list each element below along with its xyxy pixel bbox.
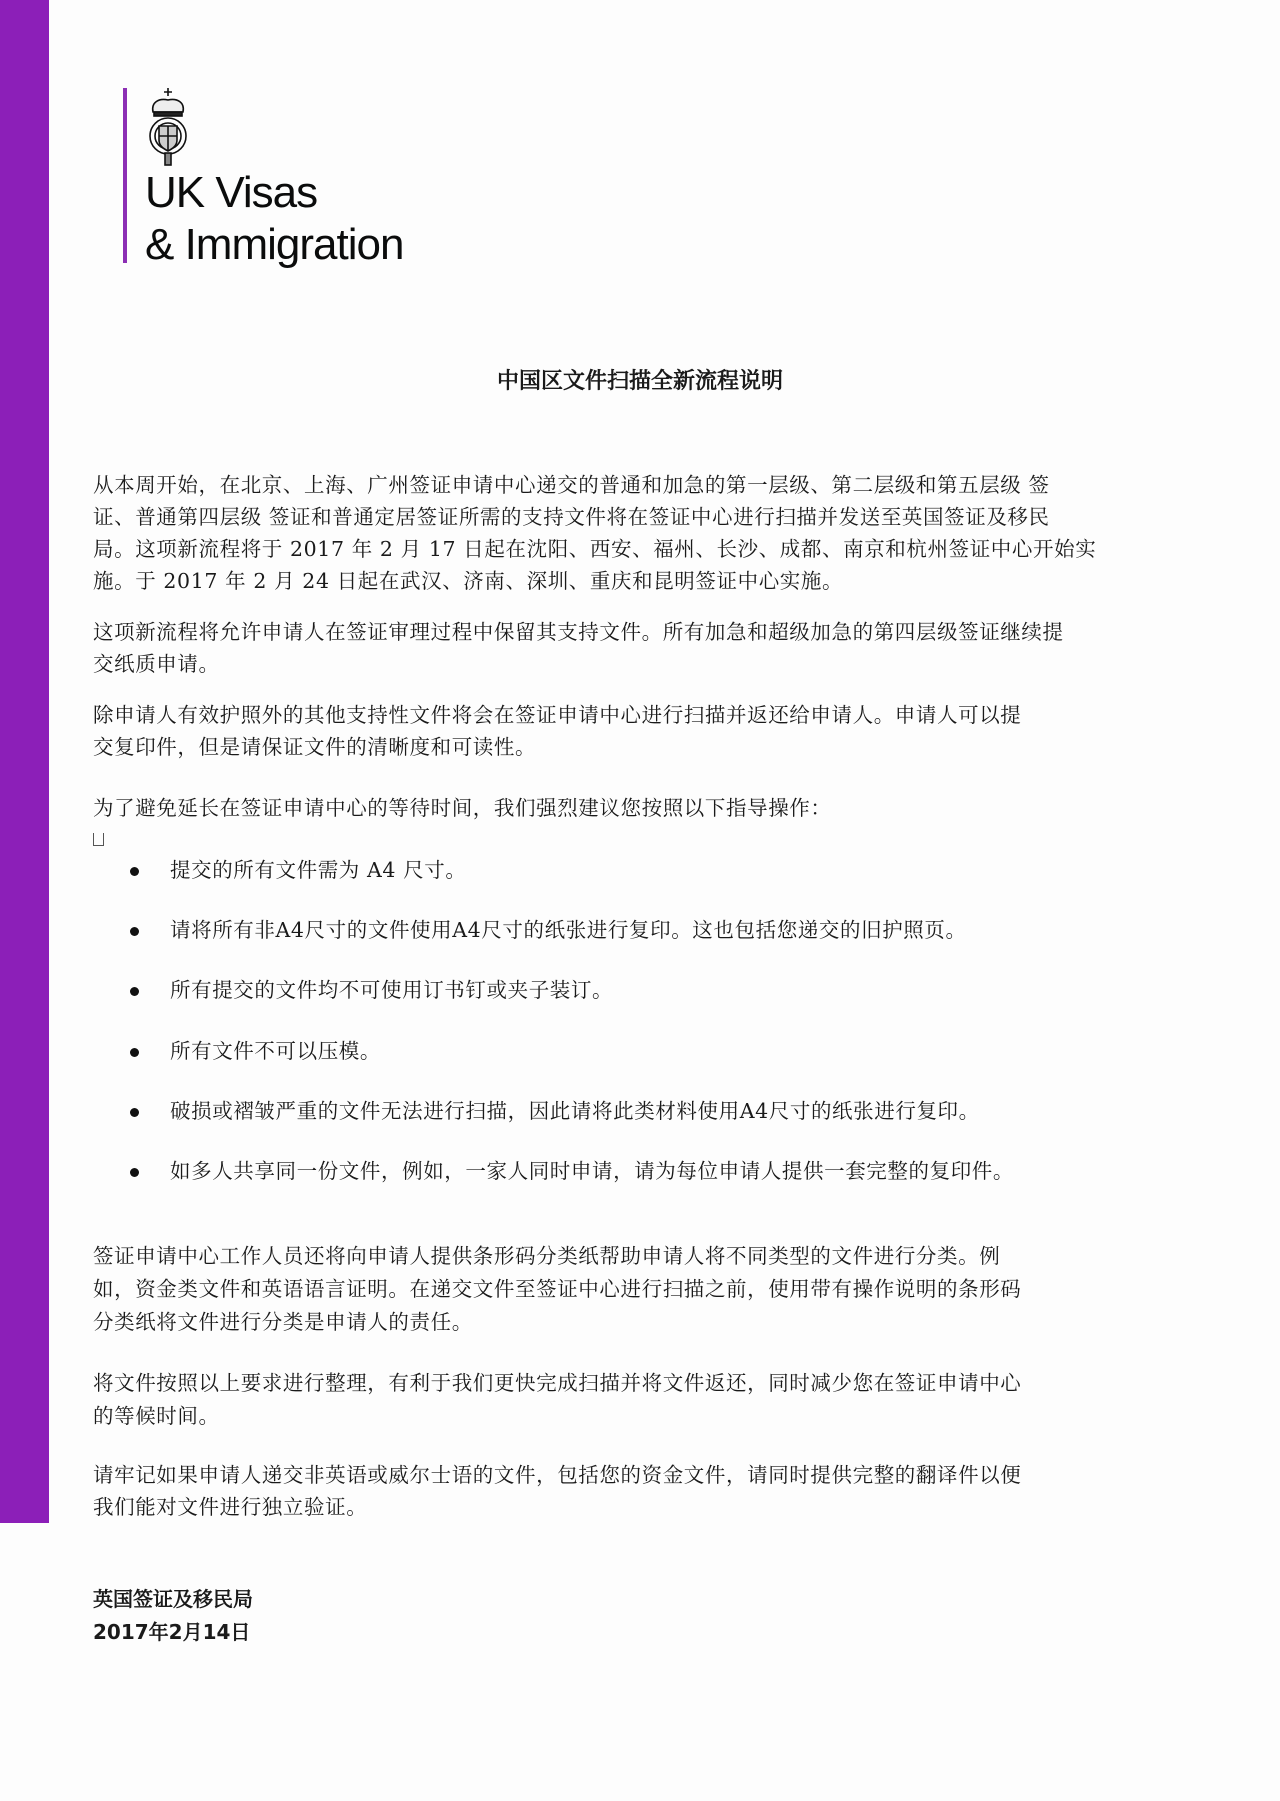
bullet-icon xyxy=(130,867,139,876)
list-item: 所有文件不可以压模。 xyxy=(170,1039,381,1063)
list-item: 所有提交的文件均不可使用订书钉或夹子装订。 xyxy=(170,978,614,1002)
paragraph-line: 施。于 2017 年 2 月 24 日起在武汉、济南、深圳、重庆和昆明签证中心实施。 xyxy=(93,569,844,593)
paragraph-line: 的等候时间。 xyxy=(93,1404,220,1428)
signature-organization: 英国签证及移民局 xyxy=(93,1587,253,1611)
missing-glyph-box-icon xyxy=(93,833,104,846)
paragraph-line: 局。这项新流程将于 2017 年 2 月 17 日起在沈阳、西安、福州、长沙、成都、南京和杭州签证中心开始实 xyxy=(93,537,1097,561)
paragraph-line: 签证申请中心工作人员还将向申请人提供条形码分类纸帮助申请人将不同类型的文件进行分类。例 xyxy=(93,1244,1001,1268)
paragraph-line: 如，资金类文件和英语语言证明。在递交文件至签证中心进行扫描之前，使用带有操作说明的条形码 xyxy=(93,1277,1022,1301)
bullet-icon xyxy=(130,927,139,936)
paragraph-line: 我们能对文件进行独立验证。 xyxy=(93,1495,368,1519)
bullet-icon xyxy=(130,1048,139,1057)
list-item: 请将所有非A4尺寸的文件使用A4尺寸的纸张进行复印。这也包括您递交的旧护照页。 xyxy=(170,918,967,942)
brand-line-uk-visas: UK Visas xyxy=(145,168,318,217)
logo-divider-rule xyxy=(123,88,127,263)
paragraph-line: 为了避免延长在签证申请中心的等待时间，我们强烈建议您按照以下指导操作： xyxy=(93,796,832,820)
bullet-icon xyxy=(130,1168,139,1177)
bullet-icon xyxy=(130,1108,139,1117)
list-item: 如多人共享同一份文件，例如，一家人同时申请，请为每位申请人提供一套完整的复印件。 xyxy=(170,1159,1014,1183)
list-item: 提交的所有文件需为 A4 尺寸。 xyxy=(170,858,467,882)
brand-line-immigration: & Immigration xyxy=(145,220,404,269)
signature-date: 2017年2月14日 xyxy=(93,1620,251,1644)
document-title: 中国区文件扫描全新流程说明 xyxy=(496,368,783,394)
paragraph-line: 交复印件，但是请保证文件的清晰度和可读性。 xyxy=(93,735,537,759)
paragraph-line: 交纸质申请。 xyxy=(93,652,220,676)
paragraph-line: 请牢记如果申请人递交非英语或威尔士语的文件，包括您的资金文件，请同时提供完整的翻译件以便 xyxy=(93,1463,1022,1487)
paragraph-line: 从本周开始，在北京、上海、广州签证申请中心递交的普通和加急的第一层级、第二层级和第五层级 签 xyxy=(93,473,1050,497)
paragraph-line: 除申请人有效护照外的其他支持性文件将会在签证申请中心进行扫描并返还给申请人。申请人可以提 xyxy=(93,703,1022,727)
paragraph-line: 分类纸将文件进行分类是申请人的责任。 xyxy=(93,1310,473,1334)
bullet-icon xyxy=(130,987,139,996)
paragraph-line: 证、普通第四层级 签证和普通定居签证所需的支持文件将在签证中心进行扫描并发送至英国签证及移民 xyxy=(93,505,1050,529)
list-item: 破损或褶皱严重的文件无法进行扫描，因此请将此类材料使用A4尺寸的纸张进行复印。 xyxy=(170,1099,980,1123)
paragraph-line: 这项新流程将允许申请人在签证审理过程中保留其支持文件。所有加急和超级加急的第四层级签证继续提 xyxy=(93,620,1064,644)
paragraph-line: 将文件按照以上要求进行整理，有利于我们更快完成扫描并将文件返还，同时减少您在签证申请中心 xyxy=(93,1371,1022,1395)
royal-coat-of-arms-icon xyxy=(145,86,191,168)
purple-sidebar-band xyxy=(0,0,49,1523)
